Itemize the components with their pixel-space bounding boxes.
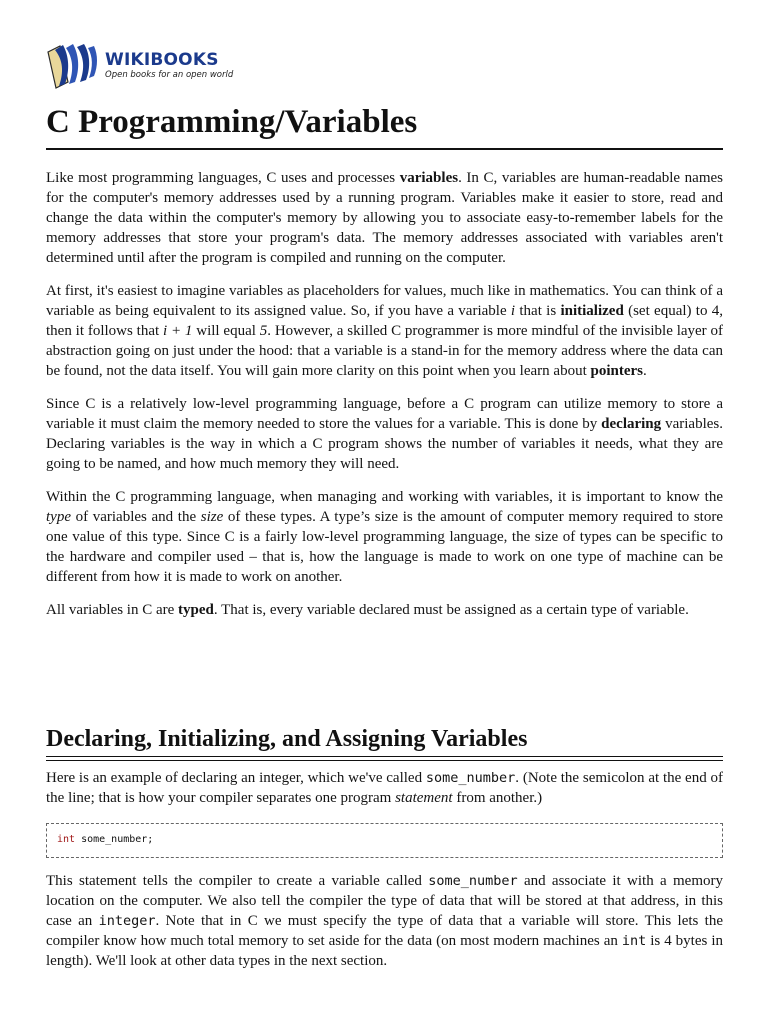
term-declaring: declaring (601, 416, 662, 432)
term-initialized: initialized (560, 303, 624, 319)
wikibooks-logo[interactable] (46, 42, 246, 92)
section-heading: Declaring, Initializing, and Assigning Variables (46, 726, 528, 752)
logo-tagline: Open books for an open world (105, 70, 234, 80)
term-variables: variables (399, 170, 459, 186)
wikibooks-logo-icon (46, 42, 98, 90)
section-intro (46, 768, 723, 821)
inline-code: some_number (425, 770, 516, 786)
term-pointers: pointers (590, 363, 643, 379)
intro-section (46, 168, 723, 633)
inline-code: some_number (428, 873, 518, 889)
code-block[interactable] (46, 823, 723, 858)
code-keyword: int (57, 834, 76, 845)
paragraph: At first, it's easiest to imagine variables as placeholders for values, much like in mathematics. You can think of a variable as being equivalent to its assigned value. So, if you have a variable i that is initialized (set equal) to 4, then it follows that i + 1 will equal 5. However, a skilled C programmer is more mindful of the invisible layer of abstraction going on just under the hood: that a variable is a stand-in for the memory address where the data can be found, not the data itself. You will gain more clarity on this point when you learn about pointers. (46, 283, 724, 379)
section-explanation (46, 871, 723, 984)
term-typed: typed (178, 602, 214, 618)
paragraph: All variables in C are typed. That is, every variable declared must be assigned as a certain type of variable. (46, 602, 689, 618)
paragraph: Like most programming languages, C uses and processes variables. In C, variables are human-readable names for the computer's memory addresses used by a running program. Variables make it easier to store, read and change the data within the computer's memory by allowing you to associate easy-to-remember labels for the memory addresses that store your program's data. The memory addresses associated with variables aren't determined until after the program is compiled and running on the computer. (46, 170, 723, 266)
logo-wordmark: WIKIBOOKS (105, 50, 219, 70)
paragraph: Within the C programming language, when managing and working with variables, it is important to know the type of variables and the size of these types. A type’s size is the amount of computer memory required to store one value of this type. Since C is a fairly low-level programming language, the size of types can be specific to the hardware and compiler used – that is, how the language is made to work on one type of machine can be different from how it is made to work on another. (46, 489, 723, 585)
paragraph: Since C is a relatively low-level programming language, before a C program can utilize memory to store a variable it must claim the memory needed to store the values for a variable. This is done by declaring variables. Declaring variables is the way in which a C program shows the number of variables it needs, what they are going to be named, and how much memory they will need. (46, 396, 723, 472)
code-rest: some_number; (75, 834, 154, 845)
code-line (57, 834, 153, 845)
inline-code: int (621, 933, 647, 949)
section-divider (46, 756, 723, 761)
title-divider (46, 148, 723, 150)
paragraph: Here is an example of declaring an integer, which we've called some_number. (Note the semicolon at the end of the line; that is how your compiler separates one program statement from another.) (46, 770, 723, 806)
page-title: C Programming/Variables (46, 104, 418, 140)
paragraph: This statement tells the compiler to create a variable called some_number and associate it with a memory location on the computer. We also tell the compiler the type of data that will be stored at that address, in this case an integer. Note that in C we must specify the type of data that a variable will store. This lets the compiler know how much total memory to set aside for the data (on most modern machines an int is 4 bytes in length). We'll look at other data types in the next section. (46, 873, 723, 969)
inline-code: integer (98, 913, 156, 929)
